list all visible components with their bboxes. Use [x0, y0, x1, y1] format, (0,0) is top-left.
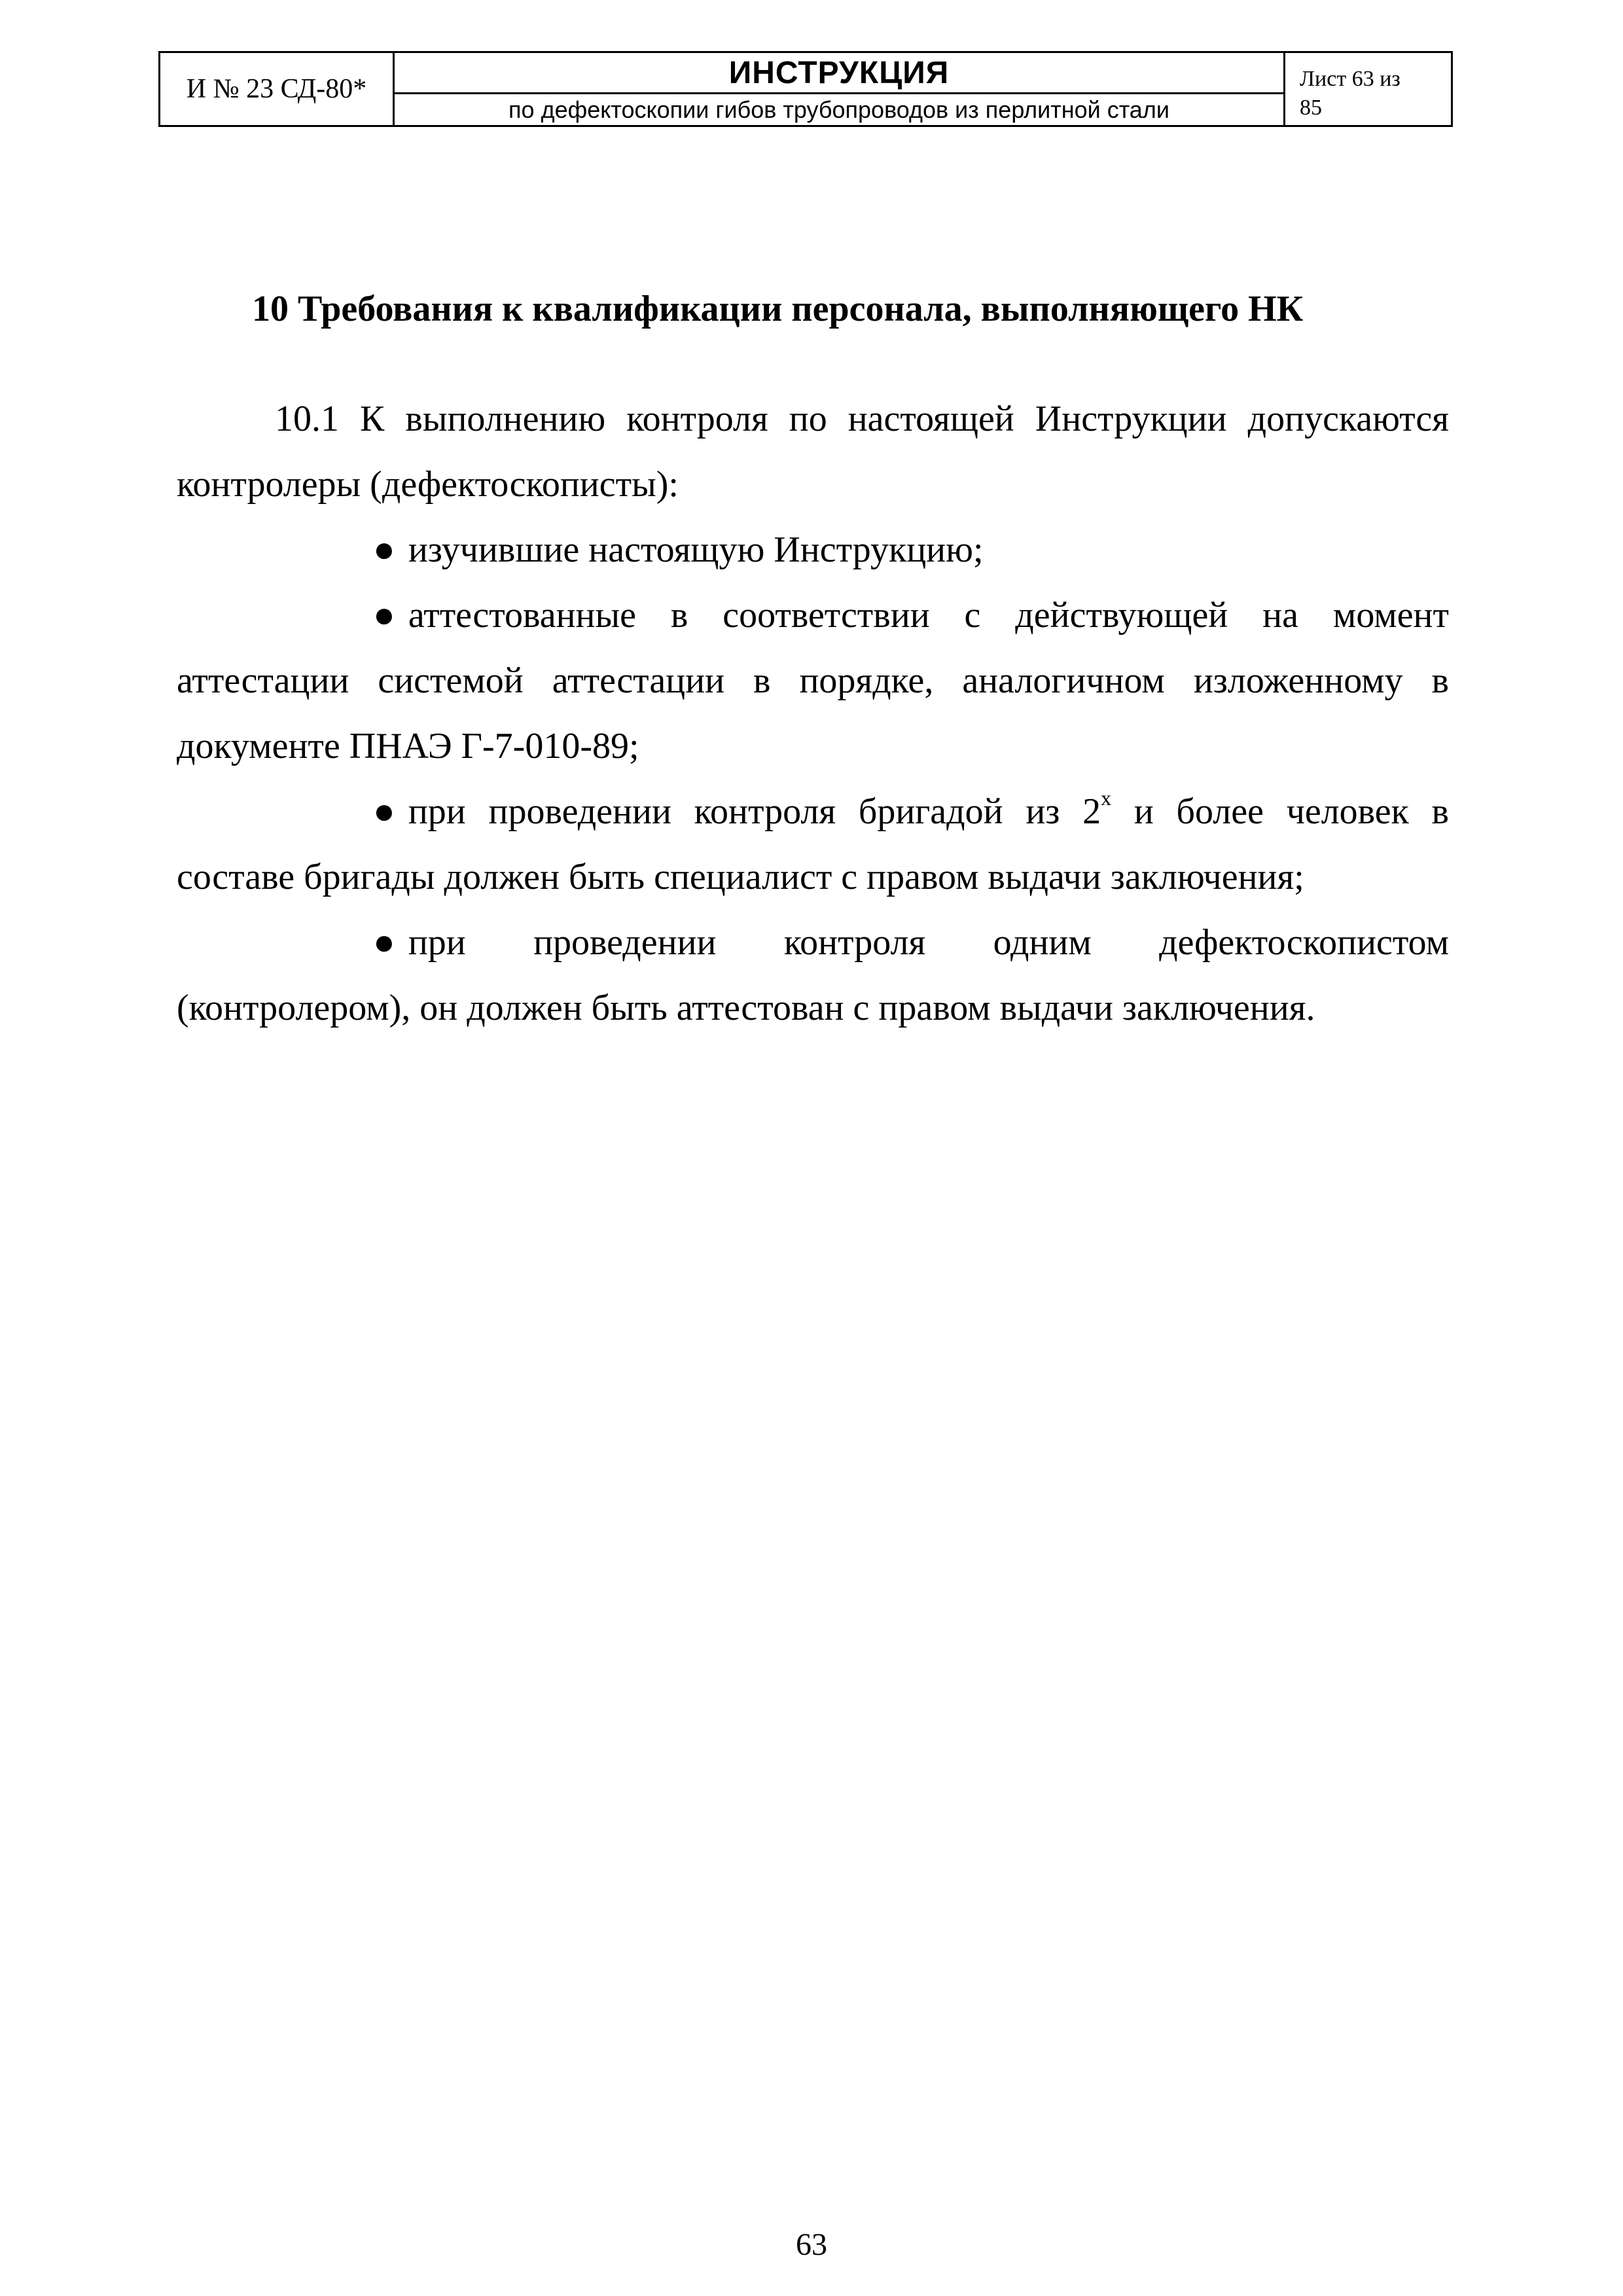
sheet-total: 85: [1300, 96, 1322, 120]
bullet-item: [177, 583, 1449, 779]
bullet-item: [177, 779, 1449, 910]
bullet-icon: ●: [373, 595, 395, 636]
sheet-label: Лист 63 из: [1300, 67, 1400, 91]
document-subtitle: по дефектоскопии гибов трубопроводов из перлитной стали: [508, 96, 1169, 123]
document-id: И № 23 СД-80*: [160, 53, 395, 125]
page-number: 63: [796, 2227, 827, 2262]
section-title: 10 Требования к квалификации персонала, выполняющего НК: [252, 289, 1304, 329]
document-header: [158, 51, 1453, 127]
bullet-text: аттестованные в соответствии с действующей на момент аттестации системой аттестации в порядке, аналогичном изложенному в документе ПНАЭ Г-7-010-89;: [177, 595, 1449, 766]
bullet-text: при проведении контроля бригадой из 2: [408, 791, 1101, 832]
bullet-item: [177, 517, 1449, 583]
clause-10-1: 10.1 К выполнению контроля по настоящей Инструкции допускаются контролеры (дефектоскописты):: [177, 399, 1449, 505]
bullet-text: при проведении контроля одним дефектоскопистом (контролером), он должен быть аттестован с правом выдачи заключения.: [177, 922, 1449, 1028]
bullet-icon: ●: [373, 529, 395, 570]
bullet-icon: ●: [373, 922, 395, 963]
bullet-icon: ●: [373, 791, 395, 832]
document-title: ИНСТРУКЦИЯ: [395, 53, 1283, 94]
bullet-item: [177, 910, 1449, 1041]
header-title-block: [395, 53, 1285, 125]
sheet-info: [1285, 53, 1451, 125]
bullet-text: изучившие настоящую Инструкцию;: [408, 529, 984, 570]
superscript: х: [1101, 786, 1112, 810]
bullet-text-continued: и более человек в составе бригады должен быть специалист с правом выдачи заключения;: [177, 791, 1449, 897]
